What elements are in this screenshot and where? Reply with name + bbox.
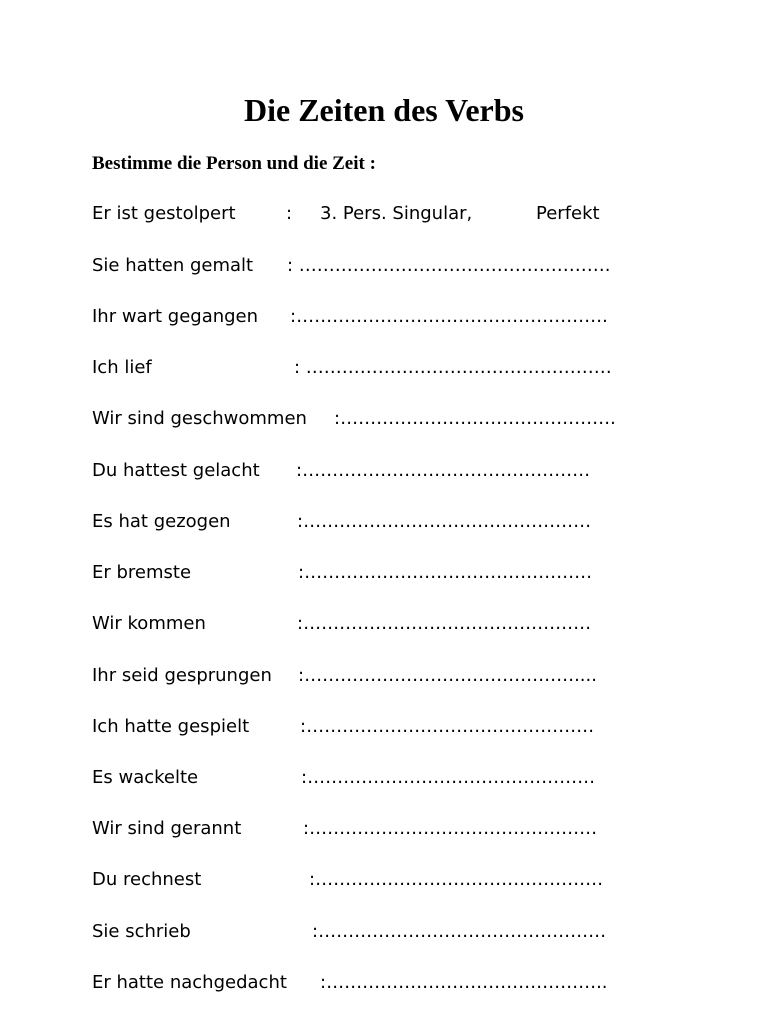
example-row (0, 199, 768, 229)
answer-blank[interactable]: :………………………………………… (301, 767, 596, 788)
exercise-phrase: Ich lief (92, 357, 152, 378)
example-separator: : (286, 203, 293, 224)
exercise-row (0, 763, 768, 793)
exercise-phrase: Er hatte nachgedacht (92, 972, 287, 993)
answer-blank[interactable]: :………………………………………… (296, 460, 591, 481)
answer-blank[interactable]: :……………………………………………. (290, 306, 608, 327)
exercise-phrase: Es hat gezogen (92, 511, 231, 532)
page-title: Die Zeiten des Verbs (244, 92, 524, 128)
exercise-phrase: Du rechnest (92, 869, 202, 890)
exercise-row (0, 507, 768, 537)
exercise-row (0, 814, 768, 844)
instruction-text: Bestimme die Person und die Zeit : (92, 153, 376, 174)
exercise-phrase: Wir sind gerannt (92, 818, 242, 839)
example-phrase: Er ist gestolpert (92, 203, 236, 224)
exercise-phrase: Wir kommen (92, 613, 206, 634)
example-person: 3. Pers. Singular, (320, 203, 473, 224)
exercise-row (0, 404, 768, 434)
exercise-phrase: Du hattest gelacht (92, 460, 260, 481)
exercise-row (0, 968, 768, 998)
exercise-phrase: Wir sind geschwommen (92, 408, 307, 429)
exercise-phrase: Ihr wart gegangen (92, 306, 259, 327)
exercise-row (0, 917, 768, 947)
exercise-phrase: Ich hatte gespielt (92, 716, 250, 737)
exercise-row (0, 558, 768, 588)
example-tense: Perfekt (536, 203, 600, 224)
exercise-phrase: Er bremste (92, 562, 192, 583)
answer-blank[interactable]: : …………………………………………… (294, 357, 612, 378)
exercise-phrase: Sie schrieb (92, 921, 191, 942)
answer-blank[interactable]: :………………………………………… (309, 869, 604, 890)
answer-blank[interactable]: :………………………………………… (312, 921, 607, 942)
answer-blank[interactable]: :……………………………………….... (298, 665, 597, 686)
answer-blank[interactable]: :………………………………………… (297, 613, 592, 634)
exercise-row (0, 609, 768, 639)
exercise-phrase: Es wackelte (92, 767, 199, 788)
exercise-row (0, 456, 768, 486)
answer-blank[interactable]: :………………………………………… (297, 511, 592, 532)
answer-blank[interactable]: :………………………………………… (303, 818, 598, 839)
answer-blank[interactable]: :………………………………………… (300, 716, 595, 737)
exercise-row (0, 865, 768, 895)
exercise-phrase: Ihr seid gesprungen (92, 665, 272, 686)
exercise-row (0, 353, 768, 383)
answer-blank[interactable]: :………………………………………. (334, 408, 616, 429)
answer-blank[interactable]: :………………………………………… (298, 562, 593, 583)
exercise-row (0, 302, 768, 332)
exercise-row (0, 251, 768, 281)
exercise-row (0, 661, 768, 691)
answer-blank[interactable]: : ……………………………………………. (287, 255, 611, 276)
exercise-phrase: Sie hatten gemalt (92, 255, 254, 276)
exercise-row (0, 712, 768, 742)
answer-blank[interactable]: :……………………………………….. (320, 972, 608, 993)
